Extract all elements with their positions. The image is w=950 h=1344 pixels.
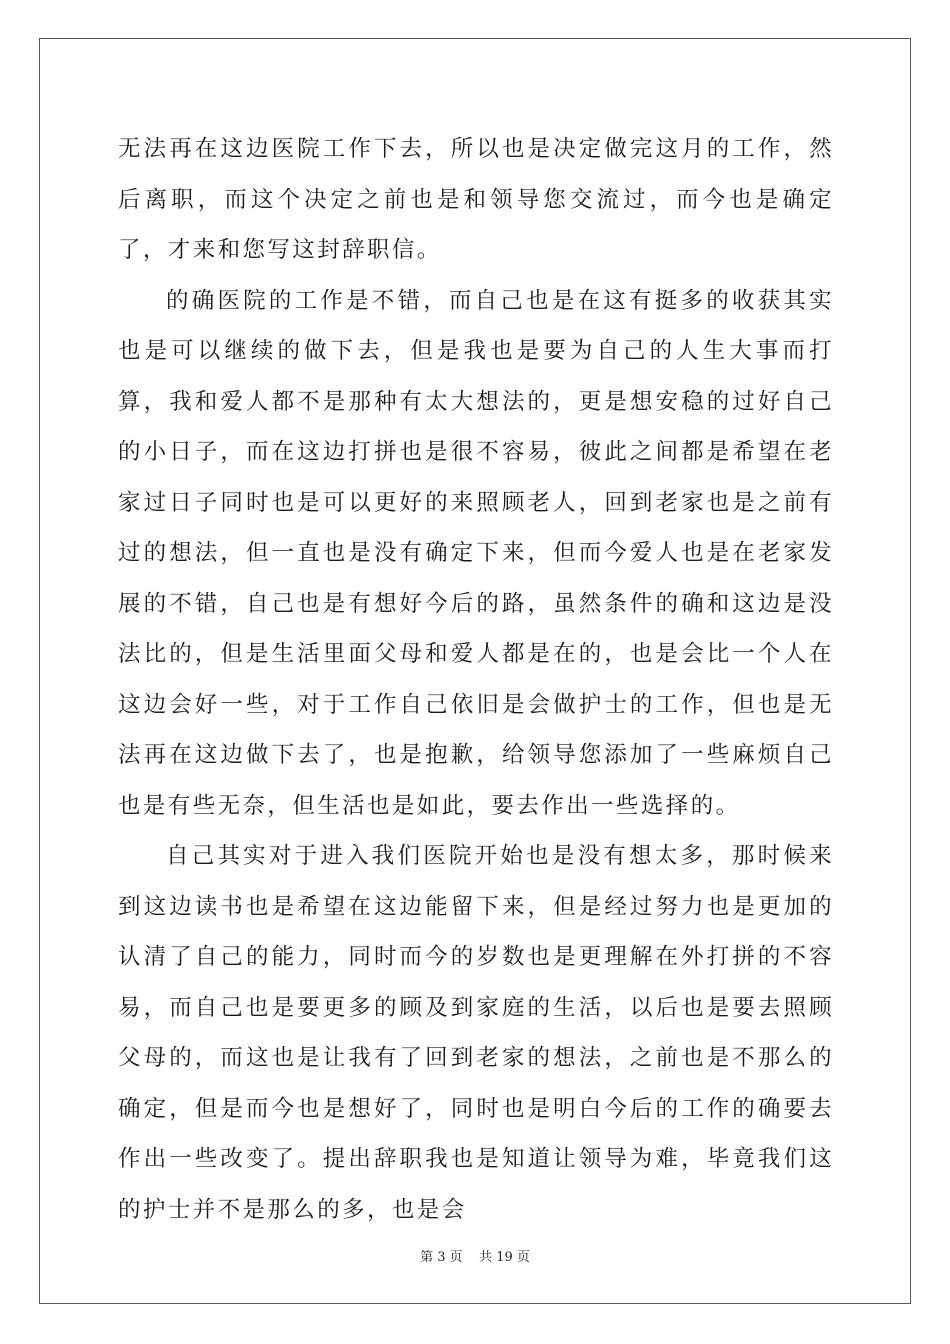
paragraph-3: 自己其实对于进入我们医院开始也是没有想太多，那时候来到这边读书也是希望在这边能留下来，但是经过努力也是更加的认清了自己的能力，同时而今的岁数也是更理解在外打拼的不容易，而自己也是要更多的顾及到家庭的生活，以后也是要去照顾父母的，而这也是让我有了回到老家的想法，之前也是不那么的确定，但是而今也是想好了，同时也是明白今后的工作的确要去作出一些改变了。提出辞职我也是知道让领导为难，毕竟我们这的护士并不是那么的多，也是会 <box>118 843 834 1223</box>
document-body <box>118 124 834 1235</box>
paragraph-1: 无法再在这边医院工作下去，所以也是决定做完这月的工作，然后离职，而这个决定之前也是和领导您交流过，而今也是确定了，才来和您写这封辞职信。 <box>118 136 834 263</box>
page-number-footer: 第 3 页 共 19 页 <box>420 1250 530 1265</box>
paragraph-2: 的确医院的工作是不错，而自己也是在这有挺多的收获其实也是可以继续的做下去，但是我也是要为自己的人生大事而打算，我和爱人都不是那种有太大想法的，更是想安稳的过好自己的小日子，而在这边打拼也是很不容易，彼此之间都是希望在老家过日子同时也是可以更好的来照顾老人，回到老家也是之前有过的想法，但一直也是没有确定下来，但而今爱人也是在老家发展的不错，自己也是有想好今后的路，虽然条件的确和这边是没法比的，但是生活里面父母和爱人都是在的，也是会比一个人在这边会好一些，对于工作自己依旧是会做护士的工作，但也是无法再在这边做下去了，也是抱歉，给领导您添加了一些麻烦自己也是有些无奈，但生活也是如此，要去作出一些选择的。 <box>118 287 834 819</box>
